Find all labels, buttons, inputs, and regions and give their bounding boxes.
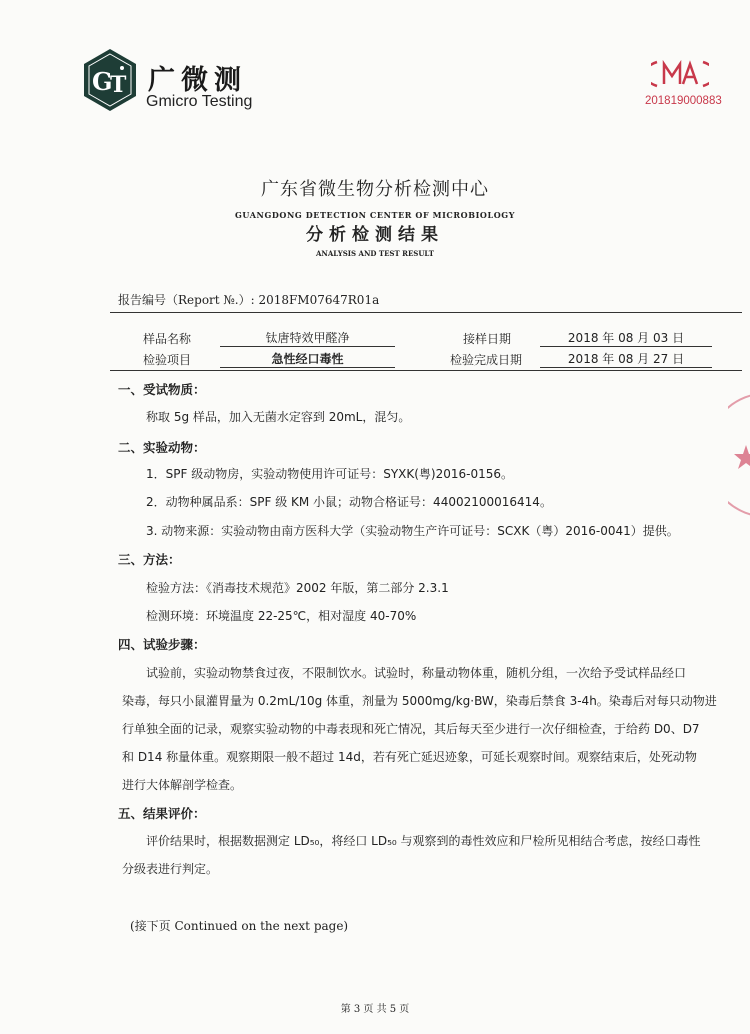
section-3-line-2: 检测环境：环境温度 22-25℃，相对湿度 40-70% xyxy=(146,609,417,623)
continued-note: (接下页 Continued on the next page) xyxy=(130,919,349,933)
header-divider xyxy=(110,312,742,313)
svg-text:G: G xyxy=(92,67,113,96)
section-5-title: 五、结果评价： xyxy=(118,806,206,821)
result-title-en: ANALYSIS AND TEST RESULT xyxy=(315,249,434,258)
svg-text:T: T xyxy=(110,72,127,98)
result-title-cn: 分析检测结果 xyxy=(306,225,444,245)
section-2-line-2: 2．动物种属品系：SPF 级 KM 小鼠；动物合格证号：44002100016414。 xyxy=(146,495,552,509)
section-4-line-3: 行单独全面的记录，观察实验动物的中毒表现和死亡情况，其后每天至少进行一次仔细检查，于给药 D0、D7 xyxy=(122,722,700,736)
section-2-line-3: 3. 动物来源：实验动物由南方医科大学（实验动物生产许可证号：SCXK（粤）2016-0041）提供。 xyxy=(146,524,679,538)
section-2-title: 二、实验动物： xyxy=(118,440,206,455)
test-item-value: 急性经口毒性 xyxy=(220,350,395,368)
report-number: 报告编号（Report №.）: 2018FM07647R01a xyxy=(118,293,380,307)
receive-date-value: 2018 年 08 月 03 日 xyxy=(540,329,712,347)
complete-date-label: 检验完成日期 xyxy=(450,353,523,367)
fields-divider xyxy=(110,370,742,371)
test-item-label: 检验项目 xyxy=(143,353,192,367)
sample-name-label: 样品名称 xyxy=(143,332,192,346)
section-1-title: 一、受试物质： xyxy=(118,382,206,397)
page-number: 第 3 页 共 5 页 xyxy=(340,1004,410,1015)
section-5-line-1: 评价结果时，根据数据测定 LD₅₀，将经口 LD₅₀ 与观察到的毒性效应和尸检所见相结合考虑，按经口毒性 xyxy=(146,834,701,848)
section-4-line-2: 染毒，每只小鼠灌胃量为 0.2mL/10g 体重，剂量为 5000mg/kg·BW，染毒后禁食 3-4h。染毒后对每只动物进 xyxy=(122,694,717,708)
section-5-line-2: 分级表进行判定。 xyxy=(122,862,219,876)
logo-text-en: Gmicro Testing xyxy=(146,93,253,110)
section-4-line-5: 进行大体解剖学检查。 xyxy=(122,778,243,792)
logo-text-cn: 广微测 xyxy=(148,65,247,96)
section-4-title: 四、试验步骤： xyxy=(118,637,206,652)
center-title-cn: 广东省微生物分析检测中心 xyxy=(261,179,489,200)
sample-name-value: 钛唐特效甲醛净 xyxy=(220,329,395,347)
section-2-line-1: 1．SPF 级动物房，实验动物使用许可证号：SYXK(粤)2016-0156。 xyxy=(146,467,514,481)
cma-mark-icon xyxy=(651,58,709,90)
section-4-line-1: 试验前，实验动物禁食过夜，不限制饮水。试验时，称量动物体重，随机分组，一次给予受试样品经口 xyxy=(146,666,687,680)
complete-date-value: 2018 年 08 月 27 日 xyxy=(540,350,712,368)
section-1-text: 称取 5g 样品，加入无菌水定容到 20mL，混匀。 xyxy=(146,410,411,424)
center-title-en: GUANGDONG DETECTION CENTER OF MICROBIOLOGY xyxy=(234,210,516,220)
section-3-title: 三、方法： xyxy=(118,552,181,567)
gmicro-logo-icon xyxy=(82,48,138,112)
section-3-line-1: 检验方法：《消毒技术规范》2002 年版，第二部分 2.3.1 xyxy=(146,581,449,595)
receive-date-label: 接样日期 xyxy=(463,332,512,346)
partial-seal-icon xyxy=(728,385,750,525)
section-4-line-4: 和 D14 称量体重。观察期限一般不超过 14d，若有死亡延迟迹象，可延长观察时间。观察结束后，处死动物 xyxy=(122,750,697,764)
cma-number: 201819000883 xyxy=(645,95,722,107)
